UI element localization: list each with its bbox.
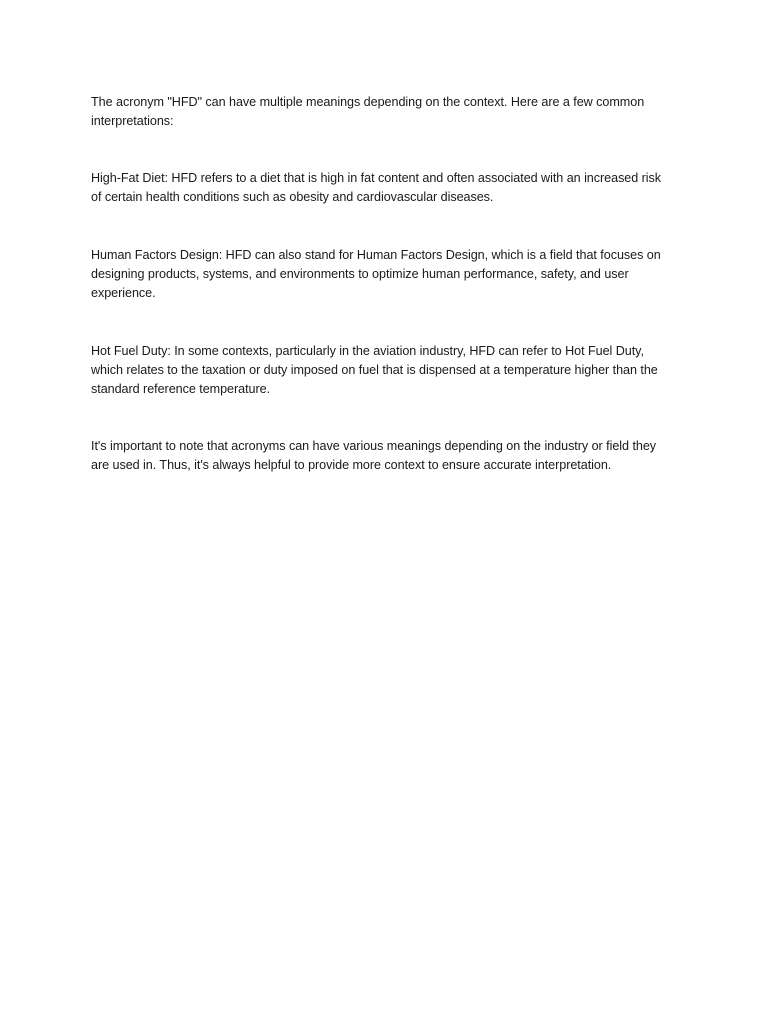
closing-note-paragraph: [91, 437, 691, 475]
paragraph-line: Hot Fuel Duty: In some contexts, particularly in the aviation industry, HFD can refer to Hot Fuel Duty,: [91, 344, 644, 358]
paragraph-line: High-Fat Diet: HFD refers to a diet that is high in fat content and often associated with an increased risk: [91, 171, 662, 185]
human-factors-design-paragraph: [91, 246, 691, 303]
paragraph-line: standard reference temperature.: [91, 382, 271, 396]
paragraph-line: are used in. Thus, it's always helpful to provide more context to ensure accurate interpretation.: [91, 458, 612, 472]
intro-paragraph: [91, 93, 691, 131]
paragraph-line: It's important to note that acronyms can have various meanings depending on the industry or field they: [91, 439, 657, 453]
paragraph-line: experience.: [91, 286, 156, 300]
paragraph-line: of certain health conditions such as obesity and cardiovascular diseases.: [91, 190, 494, 204]
paragraph-line: designing products, systems, and environments to optimize human performance, safety, and user: [91, 267, 629, 281]
hot-fuel-duty-paragraph: [91, 342, 691, 399]
paragraph-line: interpretations:: [91, 114, 174, 128]
paragraph-line: Human Factors Design: HFD can also stand for Human Factors Design, which is a field that focuses on: [91, 248, 661, 262]
paragraph-line: The acronym "HFD" can have multiple meanings depending on the context. Here are a few common: [91, 95, 645, 109]
high-fat-diet-paragraph: [91, 169, 691, 207]
paragraph-line: which relates to the taxation or duty imposed on fuel that is dispensed at a temperature higher than the: [91, 363, 658, 377]
